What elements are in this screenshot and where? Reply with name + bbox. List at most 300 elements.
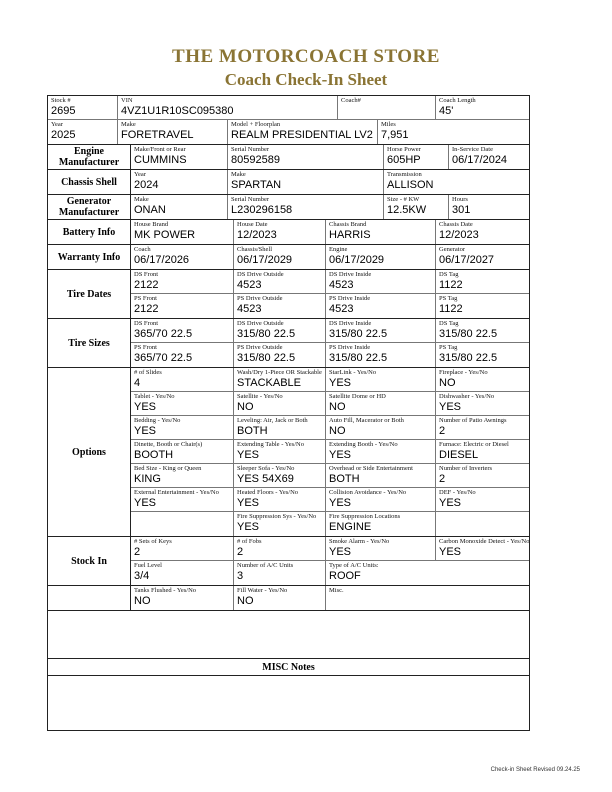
field-label: PS Drive Inside xyxy=(329,295,371,302)
field-label: Fuel Level xyxy=(134,562,162,569)
section-label-engine-manufacturer: Engine Manufacturer xyxy=(48,145,131,169)
field-value[interactable]: YES xyxy=(439,497,462,509)
field-label: Overhead or Side Entertainment xyxy=(329,465,413,472)
field-value[interactable]: 4VZ1U1R10SC095380 xyxy=(121,105,234,117)
section-rows xyxy=(131,368,529,536)
field-label: DS Front xyxy=(134,320,159,327)
field-label: PS Tag xyxy=(439,344,458,351)
section-row-10 xyxy=(48,586,529,611)
field-label: Number of Inverters xyxy=(439,465,493,472)
section-row-0 xyxy=(48,96,529,145)
field-label: PS Drive Outside xyxy=(237,295,283,302)
field-label: Fill Water - Yes/No xyxy=(237,587,288,594)
field-ds-front xyxy=(131,319,234,342)
field-label: Serial Number xyxy=(231,196,270,203)
field-number-of-patio-awnings xyxy=(436,416,529,439)
store-title: THE MOTORCOACH STORE xyxy=(172,46,440,67)
field-value[interactable]: 06/17/2029 xyxy=(329,254,385,266)
field-value[interactable]: 4523 xyxy=(237,303,262,315)
field-ps-drive-inside xyxy=(326,294,436,318)
field-external-entertainment-yes-no xyxy=(131,488,234,511)
field-label: External Entertainment - Yes/No xyxy=(134,489,219,496)
field-chassis-shell xyxy=(234,245,326,269)
field-value[interactable]: YES xyxy=(134,497,157,509)
field-coach xyxy=(131,245,234,269)
field-label: Carbon Monoxide Detect - Yes/No xyxy=(439,538,529,545)
field-type-of-a-c-units xyxy=(326,561,529,585)
sheet-title: Coach Check-In Sheet xyxy=(224,70,388,89)
field-label: Make xyxy=(134,196,149,203)
field-number-of-a-c-units xyxy=(234,561,326,585)
field-carbon-monoxide-detect-yes-no xyxy=(436,537,529,560)
field-label: Tanks Flushed - Yes/No xyxy=(134,587,197,594)
table-row xyxy=(131,343,529,367)
field-label: # Sets of Keys xyxy=(134,538,172,545)
field-value[interactable]: 2122 xyxy=(134,303,159,315)
notes-header-label: MISC Notes xyxy=(262,661,315,673)
field-chassis-brand xyxy=(326,220,436,244)
section-row-13 xyxy=(48,676,529,730)
field-value[interactable]: 3 xyxy=(237,570,244,582)
field-label: # of Fobs xyxy=(237,538,262,545)
field-value[interactable]: 4523 xyxy=(237,279,262,291)
field-label: Year xyxy=(134,171,146,178)
field-value[interactable]: ENGINE xyxy=(329,521,372,533)
section-rows xyxy=(48,659,529,675)
field-smoke-alarm-yes-no xyxy=(326,537,436,560)
field-value[interactable]: BOTH xyxy=(329,473,360,485)
field-coach-length xyxy=(436,96,529,119)
field-value[interactable]: 315/80 22.5 xyxy=(237,352,296,364)
field-label: PS Drive Outside xyxy=(237,344,283,351)
field-make xyxy=(118,120,228,144)
field-serial-number xyxy=(228,145,384,169)
field-label: PS Front xyxy=(134,295,157,302)
field-house-date xyxy=(234,220,326,244)
field-starlink-yes-no xyxy=(326,368,436,391)
field-label: Dishwasher - Yes/No xyxy=(439,393,495,400)
field-number-of-inverters xyxy=(436,464,529,487)
field-value[interactable]: 605HP xyxy=(387,154,421,166)
field-value[interactable]: 06/17/2027 xyxy=(439,254,495,266)
field-house-brand xyxy=(131,220,234,244)
field-value[interactable]: SPARTAN xyxy=(231,179,282,191)
field-make xyxy=(131,195,228,219)
field-value[interactable]: 1122 xyxy=(439,279,463,291)
field-label: Auto Fill, Macerator or Both xyxy=(329,417,404,424)
field-ds-drive-inside xyxy=(326,319,436,342)
field-value[interactable]: DIESEL xyxy=(439,449,479,461)
field-engine xyxy=(326,245,436,269)
field-horse-power xyxy=(384,145,449,169)
field-ds-tag xyxy=(436,270,529,293)
field-bedding-yes-no xyxy=(131,416,234,439)
field-label: Collision Avoidance - Yes/No xyxy=(329,489,407,496)
field-value[interactable]: HARRIS xyxy=(329,229,371,241)
field-value[interactable]: 315/80 22.5 xyxy=(329,352,388,364)
field-value[interactable]: 315/80 22.5 xyxy=(439,352,498,364)
field-bed-size-king-or-queen xyxy=(131,464,234,487)
section-label-tire-sizes: Tire Sizes xyxy=(48,319,131,367)
field-label: Hours xyxy=(452,196,468,203)
field-fuel-level xyxy=(131,561,234,585)
field-transmission xyxy=(384,170,529,194)
field-value[interactable]: 4523 xyxy=(329,303,354,315)
table-row xyxy=(131,512,529,536)
field-def-yes-no xyxy=(436,488,529,511)
field-label: DS Drive Outside xyxy=(237,320,284,327)
field-label: Year xyxy=(51,121,63,128)
field-label: Satellite Dome or HD xyxy=(329,393,386,400)
field-value[interactable]: YES xyxy=(237,449,260,461)
table-row xyxy=(131,416,529,440)
section-rows xyxy=(48,96,529,144)
field-label: PS Tag xyxy=(439,295,458,302)
section-stock-in xyxy=(48,537,529,586)
field-wash-dry-1-piece-or-stackable xyxy=(234,368,326,391)
field-label: In-Service Date xyxy=(452,146,493,153)
field-value[interactable]: 365/70 22.5 xyxy=(134,352,193,364)
field-label: Chassis/Shell xyxy=(237,246,273,253)
field-label: VIN xyxy=(121,97,133,104)
field-value[interactable]: 2025 xyxy=(51,129,76,141)
field-label: Model + Floorplan xyxy=(231,121,281,128)
field-value[interactable]: YES xyxy=(439,401,462,413)
table-row xyxy=(131,488,529,512)
field-value[interactable]: NO xyxy=(237,595,254,607)
field-value[interactable]: 2695 xyxy=(51,105,76,117)
field-miles xyxy=(378,120,529,144)
field-blank xyxy=(48,676,529,730)
field-value[interactable]: 365/70 22.5 xyxy=(134,328,193,340)
field-value[interactable]: MK POWER xyxy=(134,229,196,241)
section-label-tire-dates: Tire Dates xyxy=(48,270,131,318)
field-value[interactable]: 4523 xyxy=(329,279,354,291)
field-label: Dinette, Booth or Chair(s) xyxy=(134,441,203,448)
section-row-12 xyxy=(48,659,529,676)
table-row xyxy=(131,245,529,269)
field-label: Coach xyxy=(134,246,151,253)
field-ps-drive-outside xyxy=(234,343,326,367)
field-ds-drive-inside xyxy=(326,270,436,293)
field-dishwasher-yes-no xyxy=(436,392,529,415)
field-value[interactable]: 80592589 xyxy=(231,154,280,166)
section-rows xyxy=(131,319,529,367)
field-value[interactable]: 4 xyxy=(134,377,141,389)
field-chassis-date xyxy=(436,220,529,244)
field-label: StarLink - Yes/No xyxy=(329,369,377,376)
field-label: DS Drive Inside xyxy=(329,320,372,327)
check-in-form-table xyxy=(47,95,530,731)
field-value[interactable]: 2122 xyxy=(134,279,159,291)
field-size-kw xyxy=(384,195,449,219)
field-value[interactable]: FORETRAVEL xyxy=(121,129,194,141)
field-value[interactable]: 2024 xyxy=(134,179,159,191)
field-satellite-yes-no xyxy=(234,392,326,415)
table-row xyxy=(131,561,529,585)
table-row xyxy=(131,368,529,392)
field-label: Chassis Date xyxy=(439,221,473,228)
table-row xyxy=(131,464,529,488)
field-label: DS Drive Inside xyxy=(329,271,372,278)
field-ps-tag xyxy=(436,343,529,367)
field-label: Extending Booth - Yes/No xyxy=(329,441,398,448)
field-blank xyxy=(48,611,529,658)
field-label: Horse Power xyxy=(387,146,421,153)
field-label: Serial Number xyxy=(231,146,270,153)
field-label: # of Slides xyxy=(134,369,162,376)
field-blank xyxy=(436,512,529,536)
field-satellite-dome-or-hd xyxy=(326,392,436,415)
field-sets-of-keys xyxy=(131,537,234,560)
field-value[interactable]: YES xyxy=(237,497,260,509)
field-value[interactable]: 301 xyxy=(452,204,471,216)
field-value[interactable]: REALM PRESIDENTIAL LV2 xyxy=(231,129,373,141)
section-chassis-shell xyxy=(48,170,529,195)
field-value[interactable]: 2 xyxy=(134,546,141,558)
field-value[interactable]: 12.5KW xyxy=(387,204,427,216)
section-label-chassis-shell: Chassis Shell xyxy=(48,170,131,194)
field-value[interactable]: YES xyxy=(329,546,352,558)
notes-header-row xyxy=(48,659,529,675)
field-value[interactable]: CUMMINS xyxy=(134,154,187,166)
field-hours xyxy=(449,195,529,219)
field-furnace-electric-or-diesel xyxy=(436,440,529,463)
field-value[interactable]: 2 xyxy=(439,473,446,485)
section-row-11 xyxy=(48,611,529,659)
table-row xyxy=(131,392,529,416)
table-row xyxy=(48,96,529,120)
field-tablet-yes-no xyxy=(131,392,234,415)
field-label: Size - # KW xyxy=(387,196,420,203)
field-ds-drive-outside xyxy=(234,270,326,293)
field-label: Extending Table - Yes/No xyxy=(237,441,304,448)
field-label: Make/Front or Rear xyxy=(134,146,186,153)
field-label: House Date xyxy=(237,221,268,228)
field-model-floorplan xyxy=(228,120,378,144)
field-blank xyxy=(48,659,529,675)
section-label-blank xyxy=(48,586,131,610)
field-fire-suppression-sys-yes-no xyxy=(234,512,326,536)
section-label-warranty-info: Warranty Info xyxy=(48,245,131,269)
field-label: Engine xyxy=(329,246,348,253)
table-row xyxy=(131,170,529,194)
table-row xyxy=(131,294,529,318)
field-value[interactable]: YES xyxy=(237,521,260,533)
field-value[interactable]: YES xyxy=(134,425,157,437)
field-label: DS Drive Outside xyxy=(237,271,284,278)
section-rows xyxy=(131,170,529,194)
field-value[interactable]: BOOTH xyxy=(134,449,174,461)
section-rows xyxy=(131,220,529,244)
field-fireplace-yes-no xyxy=(436,368,529,391)
field-label: DEF - Yes/No xyxy=(439,489,476,496)
field-make-front-or-rear xyxy=(131,145,228,169)
field-label: Chassis Brand xyxy=(329,221,367,228)
field-label: Furnace: Electric or Diesel xyxy=(439,441,509,448)
section-rows xyxy=(131,245,529,269)
section-tire-sizes xyxy=(48,319,529,368)
field-label: Type of A/C Units: xyxy=(329,562,379,569)
field-label: Fire Suppression Locations xyxy=(329,513,401,520)
field-label: PS Drive Inside xyxy=(329,344,371,351)
field-collision-avoidance-yes-no xyxy=(326,488,436,511)
field-auto-fill-macerator-or-both xyxy=(326,416,436,439)
section-rows xyxy=(131,586,529,610)
field-label: Coach Length xyxy=(439,97,476,104)
revision-note: Check-in Sheet Revised 09.24.25 xyxy=(490,767,580,773)
field-value[interactable]: 45' xyxy=(439,105,454,117)
section-label-options: Options xyxy=(48,368,131,536)
field-label: DS Tag xyxy=(439,320,459,327)
section-engine-manufacturer xyxy=(48,145,529,170)
field-label: DS Front xyxy=(134,271,159,278)
section-generator-manufacturer xyxy=(48,195,529,220)
table-row xyxy=(48,611,529,658)
field-value[interactable]: STACKABLE xyxy=(237,377,301,389)
field-label: Fire Suppression Sys - Yes/No xyxy=(237,513,317,520)
field-label: Tablet - Yes/No xyxy=(134,393,175,400)
section-rows xyxy=(48,611,529,658)
section-rows xyxy=(131,145,529,169)
field-value[interactable]: YES xyxy=(329,377,352,389)
field-ds-front xyxy=(131,270,234,293)
field-ds-drive-outside xyxy=(234,319,326,342)
field-heated-floors-yes-no xyxy=(234,488,326,511)
field-label: Transmission xyxy=(387,171,422,178)
field-label: Bedding - Yes/No xyxy=(134,417,181,424)
field-value[interactable]: 2 xyxy=(237,546,244,558)
field-value[interactable]: YES xyxy=(439,546,462,558)
field-label: Number of Patio Awnings xyxy=(439,417,507,424)
field-label: Make xyxy=(231,171,246,178)
field-in-service-date xyxy=(449,145,529,169)
table-row xyxy=(48,120,529,144)
field-blank xyxy=(131,512,234,536)
field-label: Leveling: Air, Jack or Both xyxy=(237,417,308,424)
field-value[interactable]: 1122 xyxy=(439,303,463,315)
field-year xyxy=(48,120,118,144)
section-warranty-info xyxy=(48,245,529,270)
field-value[interactable]: 06/17/2026 xyxy=(134,254,190,266)
section-label-battery-info: Battery Info xyxy=(48,220,131,244)
table-row xyxy=(131,145,529,169)
field-ds-tag xyxy=(436,319,529,342)
field-year xyxy=(131,170,228,194)
field-value[interactable]: 7,951 xyxy=(381,129,409,141)
field-sleeper-sofa-yes-no xyxy=(234,464,326,487)
section-battery-info xyxy=(48,220,529,245)
field-extending-table-yes-no xyxy=(234,440,326,463)
field-label: Generator xyxy=(439,246,465,253)
field-serial-number xyxy=(228,195,384,219)
field-label: Bed Size - King or Queen xyxy=(134,465,202,472)
table-row xyxy=(131,586,529,610)
field-value[interactable]: KING xyxy=(134,473,161,485)
field-label: Heated Floors - Yes/No xyxy=(237,489,299,496)
field-label: Make xyxy=(121,121,136,128)
field-of-slides xyxy=(131,368,234,391)
section-label-stock-in: Stock In xyxy=(48,537,131,585)
section-options xyxy=(48,368,529,537)
field-dinette-booth-or-chair-s xyxy=(131,440,234,463)
field-generator xyxy=(436,245,529,269)
field-label: Number of A/C Units xyxy=(237,562,294,569)
field-fire-suppression-locations xyxy=(326,512,436,536)
table-row xyxy=(131,270,529,294)
field-label: PS Front xyxy=(134,344,157,351)
field-value[interactable]: 3/4 xyxy=(134,570,150,582)
field-value[interactable]: ONAN xyxy=(134,204,166,216)
field-label: House Brand xyxy=(134,221,169,228)
field-label: DS Tag xyxy=(439,271,459,278)
field-value[interactable]: L230296158 xyxy=(231,204,293,216)
field-value[interactable]: NO xyxy=(329,425,346,437)
field-vin xyxy=(118,96,338,119)
field-value[interactable]: YES xyxy=(329,497,352,509)
field-fill-water-yes-no xyxy=(234,586,326,610)
section-rows xyxy=(48,676,529,730)
field-value[interactable]: ROOF xyxy=(329,570,361,582)
field-ps-tag xyxy=(436,294,529,318)
field-label: Smoke Alarm - Yes/No xyxy=(329,538,390,545)
field-value[interactable]: YES 54X69 xyxy=(237,473,294,485)
field-make xyxy=(228,170,384,194)
field-misc xyxy=(326,586,529,610)
table-row xyxy=(131,195,529,219)
field-label: Misc. xyxy=(329,587,344,594)
section-label-generator-manufacturer: Generator Manufacturer xyxy=(48,195,131,219)
field-value[interactable]: NO xyxy=(329,401,346,413)
table-row xyxy=(131,537,529,561)
field-stock xyxy=(48,96,118,119)
section-rows xyxy=(131,195,529,219)
field-value[interactable]: BOTH xyxy=(237,425,268,437)
field-of-fobs xyxy=(234,537,326,560)
field-ps-drive-inside xyxy=(326,343,436,367)
table-row xyxy=(131,220,529,244)
field-value[interactable]: 06/17/2024 xyxy=(452,154,508,166)
field-value[interactable]: 315/80 22.5 xyxy=(439,328,498,340)
field-value[interactable]: NO xyxy=(134,595,151,607)
field-value[interactable]: NO xyxy=(439,377,456,389)
field-leveling-air-jack-or-both xyxy=(234,416,326,439)
field-value[interactable]: ALLISON xyxy=(387,179,434,191)
field-label: Miles xyxy=(381,121,396,128)
field-value[interactable]: YES xyxy=(329,449,352,461)
field-coach xyxy=(338,96,436,119)
field-value[interactable]: YES xyxy=(134,401,157,413)
table-row xyxy=(131,440,529,464)
table-row xyxy=(131,319,529,343)
field-value[interactable]: 06/17/2029 xyxy=(237,254,293,266)
field-label: Coach# xyxy=(341,97,361,104)
field-value[interactable]: 315/80 22.5 xyxy=(237,328,296,340)
field-value[interactable]: NO xyxy=(237,401,254,413)
field-overhead-or-side-entertainment xyxy=(326,464,436,487)
field-label: Stock # xyxy=(51,97,71,104)
field-extending-booth-yes-no xyxy=(326,440,436,463)
field-value[interactable]: 12/2023 xyxy=(439,229,479,241)
field-ps-front xyxy=(131,294,234,318)
section-rows xyxy=(131,270,529,318)
field-tanks-flushed-yes-no xyxy=(131,586,234,610)
field-value[interactable]: 12/2023 xyxy=(237,229,277,241)
section-tire-dates xyxy=(48,270,529,319)
field-value[interactable]: 2 xyxy=(439,425,446,437)
field-value[interactable]: 315/80 22.5 xyxy=(329,328,388,340)
field-label: Satellite - Yes/No xyxy=(237,393,283,400)
